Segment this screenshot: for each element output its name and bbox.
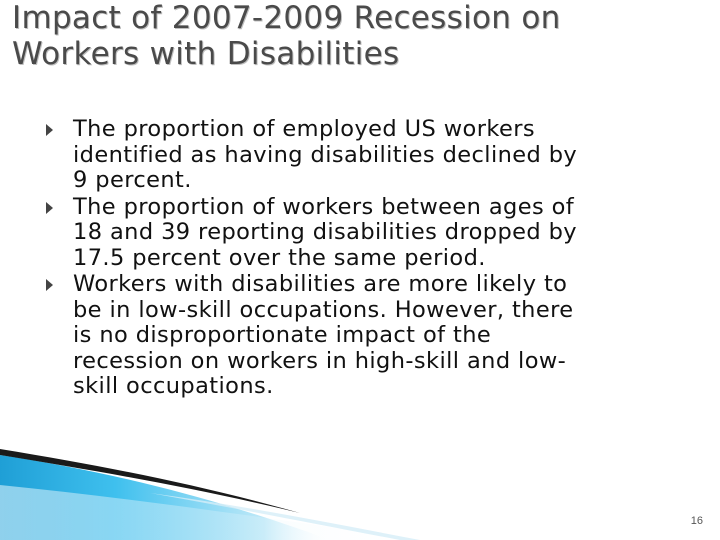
bullet-text-line: 17.5 percent over the same period. [73,244,486,271]
decorative-swoosh [0,445,560,540]
slide-title-line: Workers with Disabilities [12,36,400,72]
bullet-text-line: The proportion of employed US workers [73,116,536,142]
bullet-item [46,117,686,194]
slide-title [12,0,712,72]
bullet-text-line: 9 percent. [73,167,192,193]
slide-title-line: Impact of 2007-2009 Recession on [12,0,561,36]
slide-number: 16 [690,515,703,527]
bullet-text-line: identified as having disabilities declined by [73,141,578,168]
triangle-bullet-icon [46,202,53,214]
bullet-text-line: recession on workers in high-skill and low- [73,347,567,374]
triangle-bullet-icon [46,124,53,136]
triangle-bullet-icon [46,279,53,291]
bullet-text-line: is no disproportionate impact of the [73,322,492,348]
bullet-item [46,272,686,400]
bullet-text-line: The proportion of workers between ages of [73,193,575,220]
bullet-text-line: Workers with disabilities are more likely to [73,271,568,297]
bullet-item [46,195,686,272]
bullet-text-line: 18 and 39 reporting disabilities dropped by [73,219,578,245]
bullet-text-line: skill occupations. [73,373,274,399]
bullet-list [46,117,686,401]
bullet-text-line: be in low-skill occupations. However, there [73,296,574,323]
